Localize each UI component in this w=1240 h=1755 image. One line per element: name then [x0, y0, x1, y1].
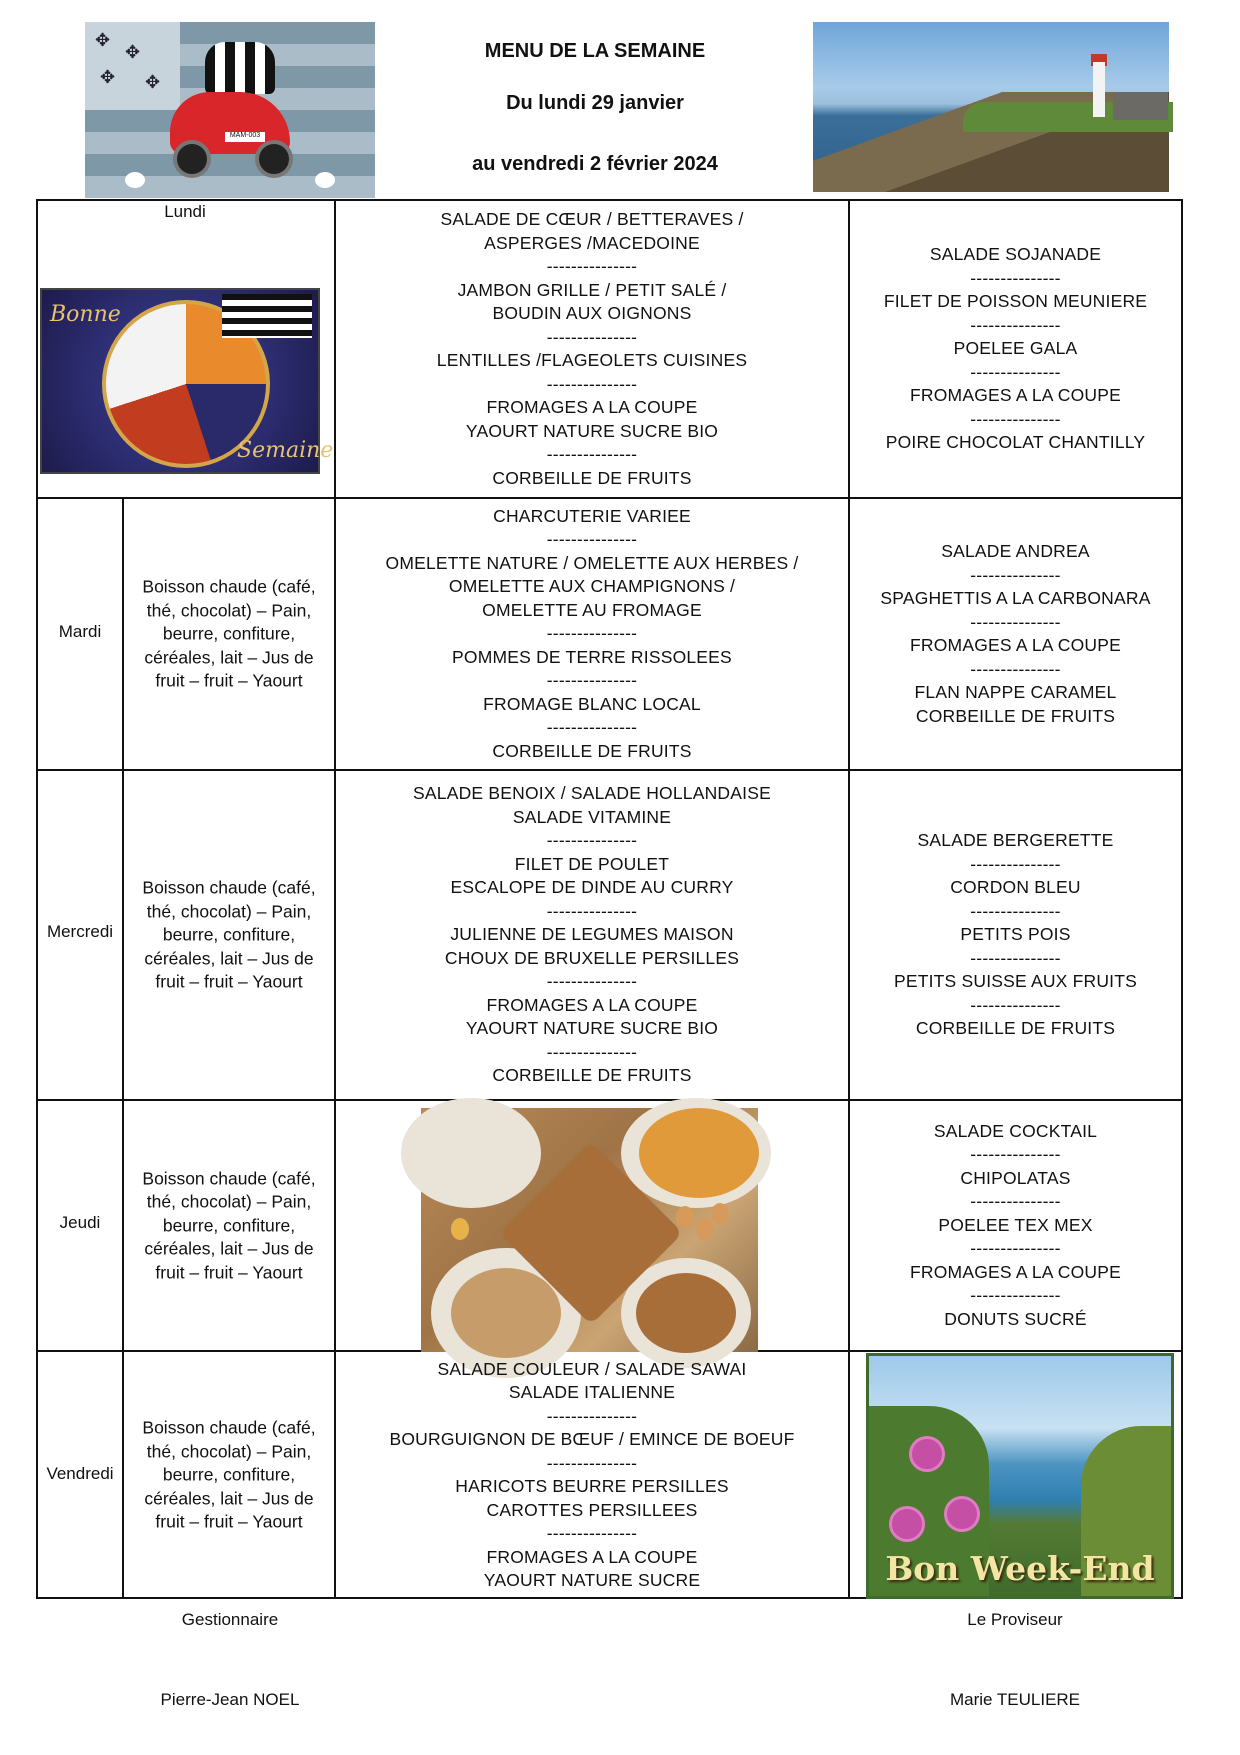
- day-label-jeudi: Jeudi: [59, 1213, 101, 1232]
- breakfast-line: thé, chocolat) – Pain,: [146, 599, 312, 620]
- day-label-vendredi: Vendredi: [46, 1464, 114, 1483]
- breton-flag: [222, 294, 312, 338]
- menu-item: OMELETTE AUX CHAMPIGNONS /: [448, 576, 736, 597]
- menu-separator: ---------------: [546, 326, 638, 347]
- day-label-mercredi: Mercredi: [46, 922, 114, 941]
- menu-item: FROMAGES A LA COUPE: [486, 397, 698, 417]
- flower: [889, 1506, 925, 1542]
- menu-item: JULIENNE DE LEGUMES MAISON: [450, 924, 734, 945]
- crepes-photo: [421, 1108, 758, 1352]
- plate: [401, 1098, 541, 1208]
- menu-item: PETITS SUISSE AUX FRUITS: [893, 971, 1138, 992]
- menu-item: CORDON BLEU: [950, 877, 1081, 898]
- ermine-icon: ✥: [95, 30, 111, 50]
- menu-separator: ---------------: [546, 1452, 638, 1473]
- menu-separator: ---------------: [546, 670, 638, 691]
- menu-item: SALADE SOJANADE: [929, 244, 1102, 265]
- page-title: MENU DE LA SEMAINE: [484, 40, 706, 62]
- menu-item: SALADE COULEUR / SALADE SAWAI: [437, 1358, 747, 1379]
- wheel: [173, 140, 211, 178]
- menu-separator: ---------------: [970, 994, 1061, 1015]
- menu-separator: ---------------: [970, 314, 1061, 335]
- menu-separator: ---------------: [546, 900, 638, 921]
- menu-item: CHARCUTERIE VARIEE: [493, 505, 691, 526]
- breakfast-line: céréales, lait – Jus de: [144, 947, 314, 968]
- principal-name: Marie TEULIERE: [949, 1690, 1081, 1709]
- menu-separator: ---------------: [970, 564, 1061, 585]
- menu-item: SALADE DE CŒUR / BETTERAVES /: [440, 209, 744, 229]
- breakfast-line: céréales, lait – Jus de: [144, 1487, 314, 1508]
- menu-separator: ---------------: [970, 408, 1061, 429]
- egg: [676, 1206, 694, 1228]
- menu-item: FILET DE POISSON MEUNIERE: [883, 291, 1148, 312]
- menu-item: CAROTTES PERSILLEES: [486, 1499, 698, 1520]
- wheel: [255, 140, 293, 178]
- menu-item: ASPERGES /MACEDOINE: [484, 232, 700, 253]
- house: [1113, 92, 1168, 120]
- menu-separator: ---------------: [970, 1285, 1061, 1306]
- dinner-jeudi: [850, 1101, 1181, 1350]
- menu-item: CORBEILLE DE FRUITS: [492, 467, 692, 488]
- menu-item: SALADE ITALIENNE: [508, 1382, 676, 1402]
- menu-item: YAOURT NATURE SUCRE: [483, 1570, 701, 1590]
- bon-weekend-image: [866, 1353, 1174, 1599]
- dinner-mercredi: [850, 771, 1181, 1099]
- menu-separator: ---------------: [546, 1405, 638, 1426]
- lunch-vendredi: [336, 1352, 848, 1598]
- crepe: [636, 1273, 736, 1353]
- menu-item: CORBEILLE DE FRUITS: [915, 705, 1116, 726]
- menu-item: FLAN NAPPE CARAMEL: [914, 682, 1117, 702]
- menu-separator: ---------------: [546, 717, 638, 738]
- flower: [944, 1496, 980, 1532]
- breakfast-mercredi: [124, 771, 334, 1099]
- lighthouse-photo: [813, 22, 1169, 192]
- breakfast-line: Boisson chaude (café,: [142, 1167, 316, 1188]
- breakfast-line: Boisson chaude (café,: [142, 877, 316, 898]
- menu-separator: ---------------: [970, 658, 1061, 679]
- breakfast-line: beurre, confiture,: [162, 924, 296, 945]
- chicken: [125, 172, 145, 188]
- dinner-mardi: [850, 499, 1181, 769]
- menu-item: FROMAGE BLANC LOCAL: [483, 693, 701, 714]
- menu-item: YAOURT NATURE SUCRE BIO: [465, 1018, 719, 1039]
- breakfast-line: beurre, confiture,: [162, 623, 296, 644]
- menu-separator: ---------------: [970, 1238, 1061, 1259]
- menu-item: FROMAGES A LA COUPE: [910, 385, 1121, 406]
- dinner-lundi: [850, 201, 1181, 497]
- flower: [909, 1436, 945, 1472]
- menu-item: FROMAGES A LA COUPE: [486, 1546, 698, 1567]
- menu-item: FROMAGES A LA COUPE: [910, 635, 1121, 655]
- chicken: [315, 172, 335, 188]
- bon-weekend-text: Bon Week-End: [885, 1549, 1155, 1588]
- menu-separator: ---------------: [546, 444, 638, 464]
- lunch-lundi: [336, 201, 848, 497]
- crepe: [451, 1268, 561, 1358]
- breakfast-line: Boisson chaude (café,: [142, 1417, 316, 1438]
- menu-item: HARICOTS BEURRE PERSILLES: [455, 1476, 729, 1496]
- bonne-text: Bonne: [50, 302, 121, 327]
- menu-item: SALADE ANDREA: [941, 541, 1090, 561]
- ermine-icon: ✥: [125, 42, 141, 62]
- egg: [711, 1203, 729, 1225]
- menu-separator: ---------------: [546, 1523, 638, 1543]
- menu-separator: ---------------: [970, 1144, 1061, 1165]
- day-label-lundi: Lundi: [164, 202, 206, 221]
- breakfast-line: beurre, confiture,: [162, 1464, 296, 1485]
- pear: [451, 1218, 469, 1240]
- manager-name: Pierre-Jean NOEL: [160, 1690, 300, 1709]
- manager-role: Gestionnaire: [181, 1610, 279, 1629]
- menu-item: OMELETTE AU FROMAGE: [482, 599, 702, 620]
- lighthouse-tower: [1093, 62, 1105, 117]
- date-range-start: Du lundi 29 janvier: [506, 92, 684, 114]
- menu-separator: ---------------: [970, 947, 1061, 968]
- menu-separator: ---------------: [546, 1041, 638, 1062]
- ermine-icon: ✥: [100, 67, 116, 87]
- breakfast-mardi: [124, 499, 334, 769]
- menu-item: FROMAGES A LA COUPE: [486, 994, 698, 1015]
- cow-figure: [205, 42, 275, 94]
- menu-item: OMELETTE NATURE / OMELETTE AUX HERBES /: [385, 552, 799, 573]
- menu-item: ESCALOPE DE DINDE AU CURRY: [450, 877, 734, 898]
- menu-item: CHOUX DE BRUXELLE PERSILLES: [444, 947, 740, 968]
- menu-separator: ---------------: [546, 373, 638, 394]
- menu-item: POELEE GALA: [953, 338, 1078, 359]
- menu-separator: ---------------: [970, 611, 1061, 632]
- menu-item: SPAGHETTIS A LA CARBONARA: [880, 588, 1151, 608]
- menu-item: POELEE TEX MEX: [938, 1214, 1093, 1235]
- breakfast-line: fruit – fruit – Yaourt: [155, 1261, 303, 1282]
- menu-item: FROMAGES A LA COUPE: [910, 1261, 1121, 1282]
- lunch-mardi: [336, 499, 848, 769]
- breakfast-line: thé, chocolat) – Pain,: [146, 1440, 312, 1461]
- menu-item: YAOURT NATURE SUCRE BIO: [465, 420, 719, 441]
- breakfast-line: Boisson chaude (café,: [142, 576, 316, 597]
- menu-item: FILET DE POULET: [514, 853, 670, 874]
- breakfast-line: thé, chocolat) – Pain,: [146, 1191, 312, 1212]
- crepe: [639, 1108, 759, 1198]
- menu-item: SALADE BERGERETTE: [917, 830, 1114, 851]
- egg: [696, 1218, 714, 1240]
- cartoon-car-image: [85, 22, 375, 198]
- menu-separator: ---------------: [546, 623, 638, 644]
- menu-item: POMMES DE TERRE RISSOLEES: [452, 646, 732, 667]
- menu-separator: ---------------: [546, 830, 638, 851]
- breakfast-line: fruit – fruit – Yaourt: [155, 670, 303, 691]
- breakfast-line: céréales, lait – Jus de: [144, 646, 314, 667]
- license-plate: MAM-003: [225, 132, 265, 142]
- breakfast-line: fruit – fruit – Yaourt: [155, 971, 303, 992]
- date-range-end: au vendredi 2 février 2024: [472, 153, 718, 175]
- menu-separator: ---------------: [970, 361, 1061, 382]
- breakfast-line: fruit – fruit – Yaourt: [155, 1511, 303, 1532]
- menu-item: PETITS POIS: [960, 924, 1071, 945]
- menu-item: SALADE BENOIX / SALADE HOLLANDAISE: [413, 783, 771, 804]
- menu-item: CORBEILLE DE FRUITS: [492, 1065, 692, 1086]
- menu-item: SALADE VITAMINE: [512, 806, 672, 827]
- menu-item: CORBEILLE DE FRUITS: [915, 1018, 1116, 1039]
- semaine-text: Semaine: [237, 438, 334, 463]
- menu-item: CHIPOLATAS: [960, 1167, 1071, 1188]
- menu-separator: ---------------: [546, 529, 638, 550]
- menu-separator: ---------------: [546, 971, 638, 992]
- lunch-mercredi: [336, 771, 848, 1099]
- breakfast-line: thé, chocolat) – Pain,: [146, 900, 312, 921]
- breakfast-line: beurre, confiture,: [162, 1214, 296, 1235]
- menu-separator: ---------------: [546, 256, 638, 276]
- principal-role: Le Proviseur: [967, 1610, 1063, 1629]
- menu-item: SALADE COCKTAIL: [933, 1120, 1098, 1141]
- bonne-semaine-image: [40, 288, 334, 474]
- breakfast-line: céréales, lait – Jus de: [144, 1238, 314, 1259]
- menu-item: BOURGUIGNON DE BŒUF / EMINCE DE BOEUF: [389, 1429, 795, 1449]
- menu-item: LENTILLES /FLAGEOLETS CUISINES: [436, 350, 748, 370]
- menu-item: JAMBON GRILLE / PETIT SALÉ /: [457, 279, 727, 300]
- menu-item: POIRE CHOCOLAT CHANTILLY: [885, 432, 1146, 453]
- menu-item: DONUTS SUCRÉ: [944, 1308, 1087, 1329]
- menu-separator: ---------------: [970, 1191, 1061, 1212]
- ermine-icon: ✥: [145, 72, 161, 92]
- breakfast-vendredi: [124, 1352, 334, 1598]
- breakfast-jeudi: [124, 1101, 334, 1350]
- menu-item: BOUDIN AUX OIGNONS: [492, 303, 692, 323]
- menu-item: CORBEILLE DE FRUITS: [492, 740, 692, 761]
- menu-separator: ---------------: [970, 853, 1061, 874]
- day-label-mardi: Mardi: [58, 622, 102, 641]
- menu-separator: ---------------: [970, 267, 1061, 288]
- menu-separator: ---------------: [970, 900, 1061, 921]
